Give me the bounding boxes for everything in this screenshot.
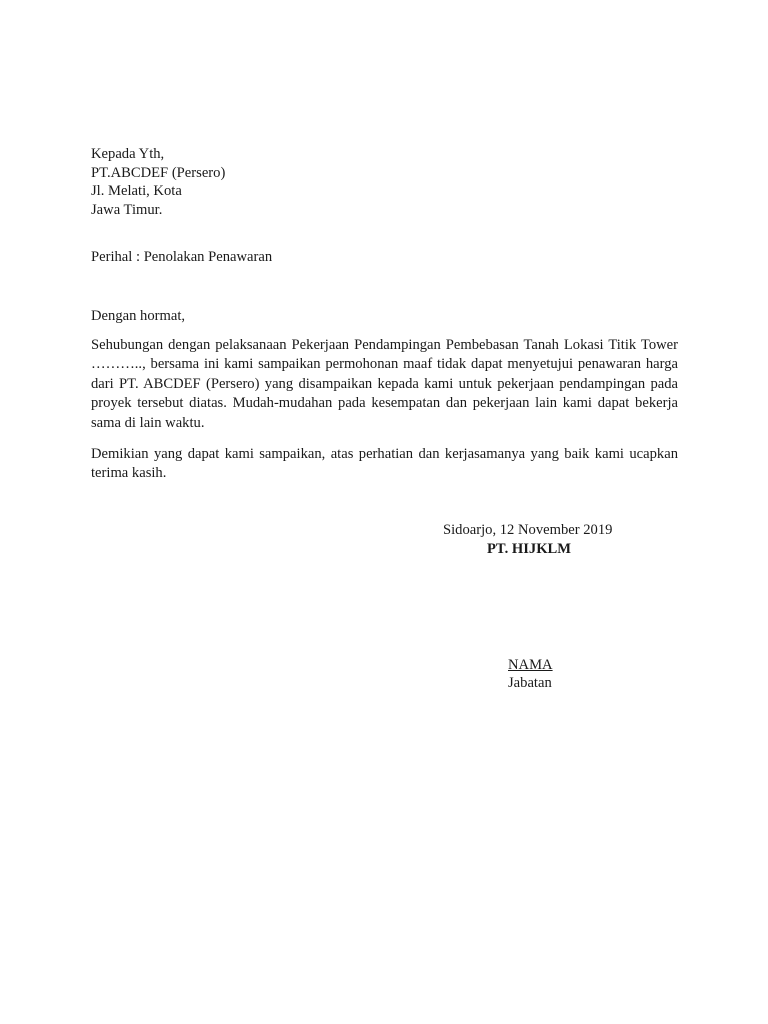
signature-name: NAMA — [508, 657, 553, 673]
recipient-greeting: Kepada Yth, — [91, 146, 165, 162]
salutation: Dengan hormat, — [91, 308, 186, 324]
body-paragraph-1: Sehubungan dengan pelaksanaan Pekerjaan Pendampingan Pembebasan Tanah Lokasi Titik Tower ……….., bersama ini kami sampaikan permohonan maaf tidak dapat menyetujui penawaran harga dari PT. ABCDEF (Persero) yang disampaikan kepada kami untuk pekerjaan pendampingan pada proyek tersebut diatas. Mudah-mudahan pada kesempatan dan pekerjaan lain kami dapat bekerja sama di lain waktu. — [91, 337, 678, 431]
recipient-region: Jawa Timur. — [91, 201, 163, 218]
recipient-street: Jl. Melati, Kota — [91, 183, 182, 200]
body-paragraph-2: Demikian yang dapat kami sampaikan, atas perhatian dan kerjasamanya yang baik kami ucapkan terima kasih. — [91, 446, 678, 482]
recipient-address — [91, 145, 225, 219]
letter-subject: Perihal : Penolakan Penawaran — [91, 249, 273, 265]
signature-title: Jabatan — [508, 675, 552, 691]
signature-company: PT. HIJKLM — [487, 541, 572, 557]
signature-place-date: Sidoarjo, 12 November 2019 — [443, 522, 613, 538]
recipient-company: PT.ABCDEF (Persero) — [91, 164, 226, 181]
